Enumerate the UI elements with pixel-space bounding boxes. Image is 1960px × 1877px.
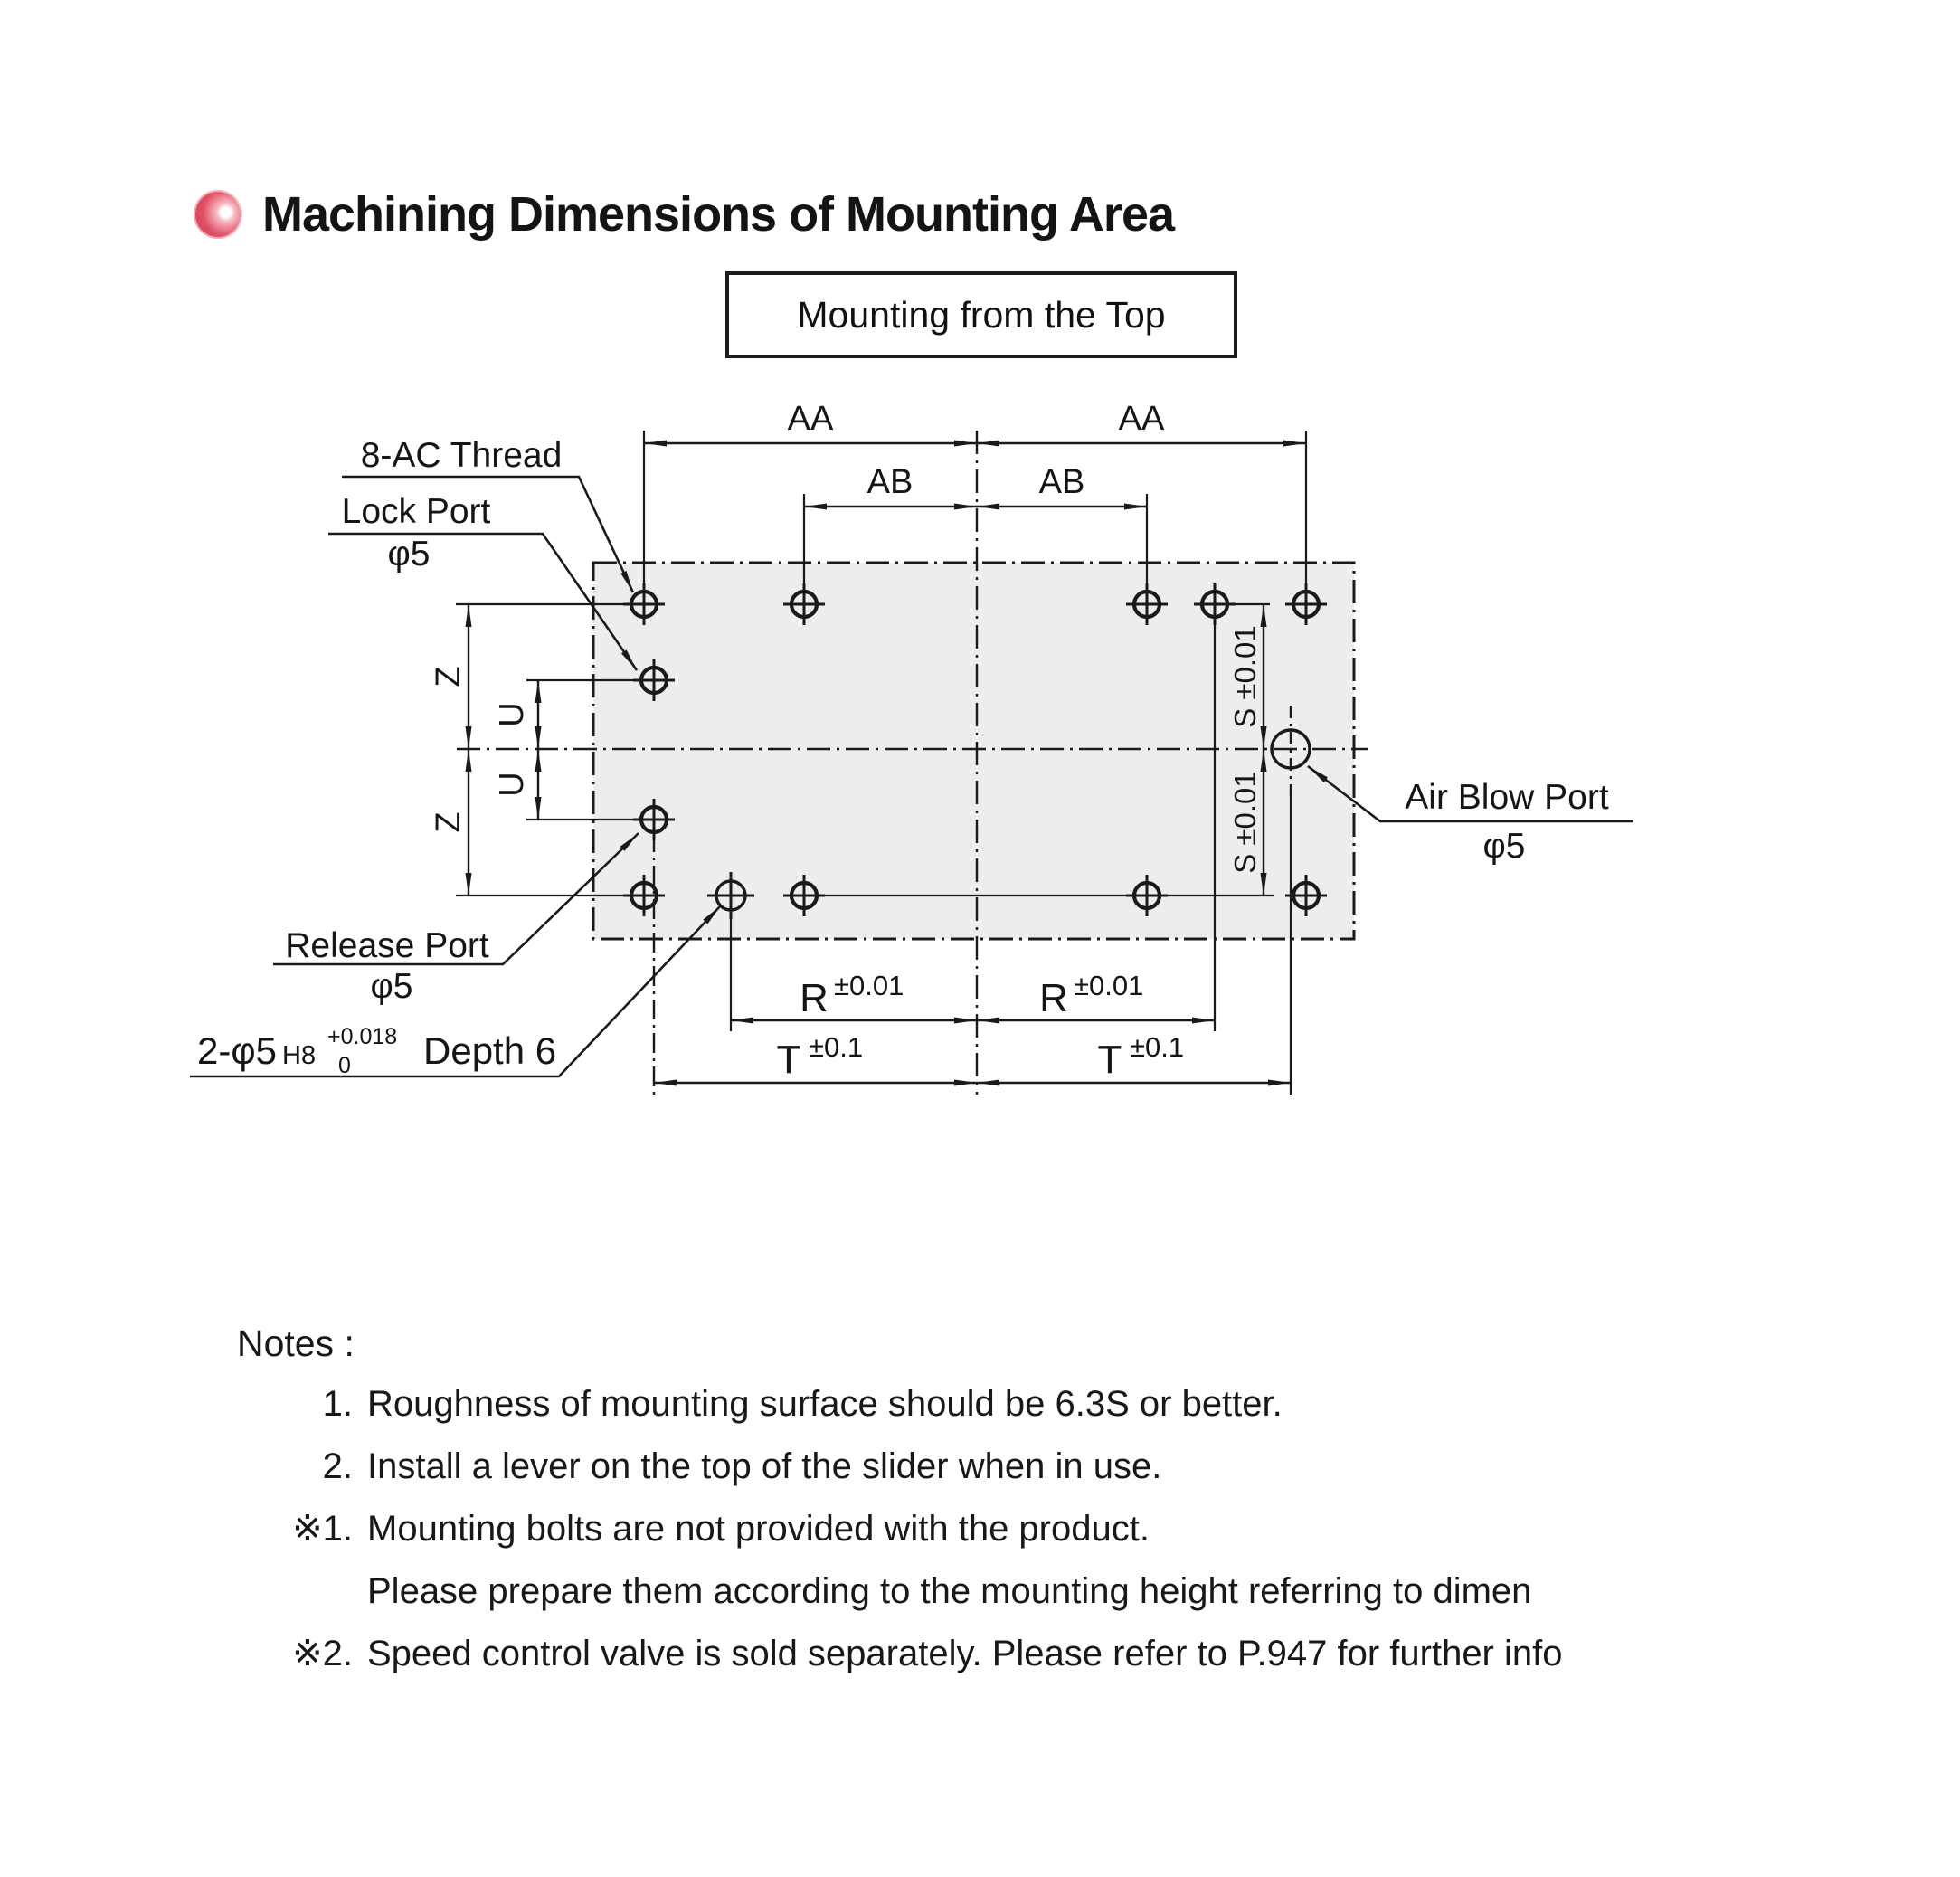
callout-dowel-suffix: Depth 6 (423, 1029, 557, 1072)
note-item (237, 1511, 1562, 1547)
callout-air-dia: φ5 (1482, 827, 1526, 866)
label-u-lower: U (493, 772, 531, 797)
callout-dowel-fit: H8 (282, 1041, 317, 1070)
note-number: 1. (322, 1384, 353, 1424)
callout-air-port: Air Blow Port (1405, 778, 1609, 817)
note-text: Please prepare them according to the mounting height referring to dimen (367, 1571, 1532, 1611)
label-r-left-tol: ±0.01 (834, 970, 904, 1001)
callout-thread: 8-AC Thread (360, 436, 563, 475)
note-number: ※2. (292, 1634, 353, 1673)
label-aa-left: AA (787, 400, 834, 438)
label-t-right-tol: ±0.1 (1130, 1031, 1185, 1063)
label-ab-right: AB (1038, 463, 1085, 501)
callout-lock-port: Lock Port (341, 492, 491, 531)
label-ab-left: AB (866, 463, 914, 501)
label-u-upper: U (493, 702, 531, 727)
note-item (237, 1386, 1562, 1422)
label-r-right-tol: ±0.01 (1074, 970, 1144, 1001)
note-item (237, 1573, 1562, 1609)
note-text: Install a lever on the top of the slider when in use. (367, 1446, 1162, 1486)
notes-heading: Notes : (237, 1322, 355, 1364)
label-s-lower: S ±0.01 (1228, 771, 1262, 874)
label-s-upper: S ±0.01 (1228, 625, 1262, 728)
label-t-left: T (776, 1038, 801, 1082)
label-aa-right: AA (1118, 400, 1165, 438)
note-number: 2. (322, 1446, 353, 1486)
label-z-upper: Z (430, 666, 468, 687)
note-text: Speed control valve is sold separately. Please refer to P.947 for further info (367, 1634, 1563, 1673)
notes-list (237, 1386, 1562, 1672)
note-text: Mounting bolts are not provided with the product. (367, 1509, 1150, 1549)
note-item (237, 1635, 1562, 1672)
callout-release-dia: φ5 (370, 967, 413, 1006)
label-t-right: T (1097, 1038, 1122, 1082)
mounting-plate (593, 563, 1354, 939)
callout-lock-dia: φ5 (387, 535, 431, 574)
page-title: Machining Dimensions of Mounting Area (262, 187, 1175, 242)
label-r-right: R (1039, 976, 1068, 1020)
callout-dowel-tol-lower: 0 (338, 1053, 351, 1078)
note-text: Roughness of mounting surface should be 6.3S or better. (367, 1384, 1283, 1424)
view-label: Mounting from the Top (797, 293, 1166, 336)
label-t-left-tol: ±0.1 (809, 1031, 864, 1063)
callout-release-port: Release Port (285, 926, 489, 965)
label-z-lower: Z (430, 811, 468, 833)
note-number (237, 1573, 367, 1609)
leader-lock-port (328, 534, 637, 670)
callout-dowel-tol-upper: +0.018 (327, 1024, 398, 1049)
callout-dowel-prefix: 2-φ5 (197, 1029, 277, 1072)
note-number: ※1. (292, 1509, 353, 1549)
label-r-left: R (800, 976, 829, 1020)
note-item (237, 1448, 1562, 1484)
